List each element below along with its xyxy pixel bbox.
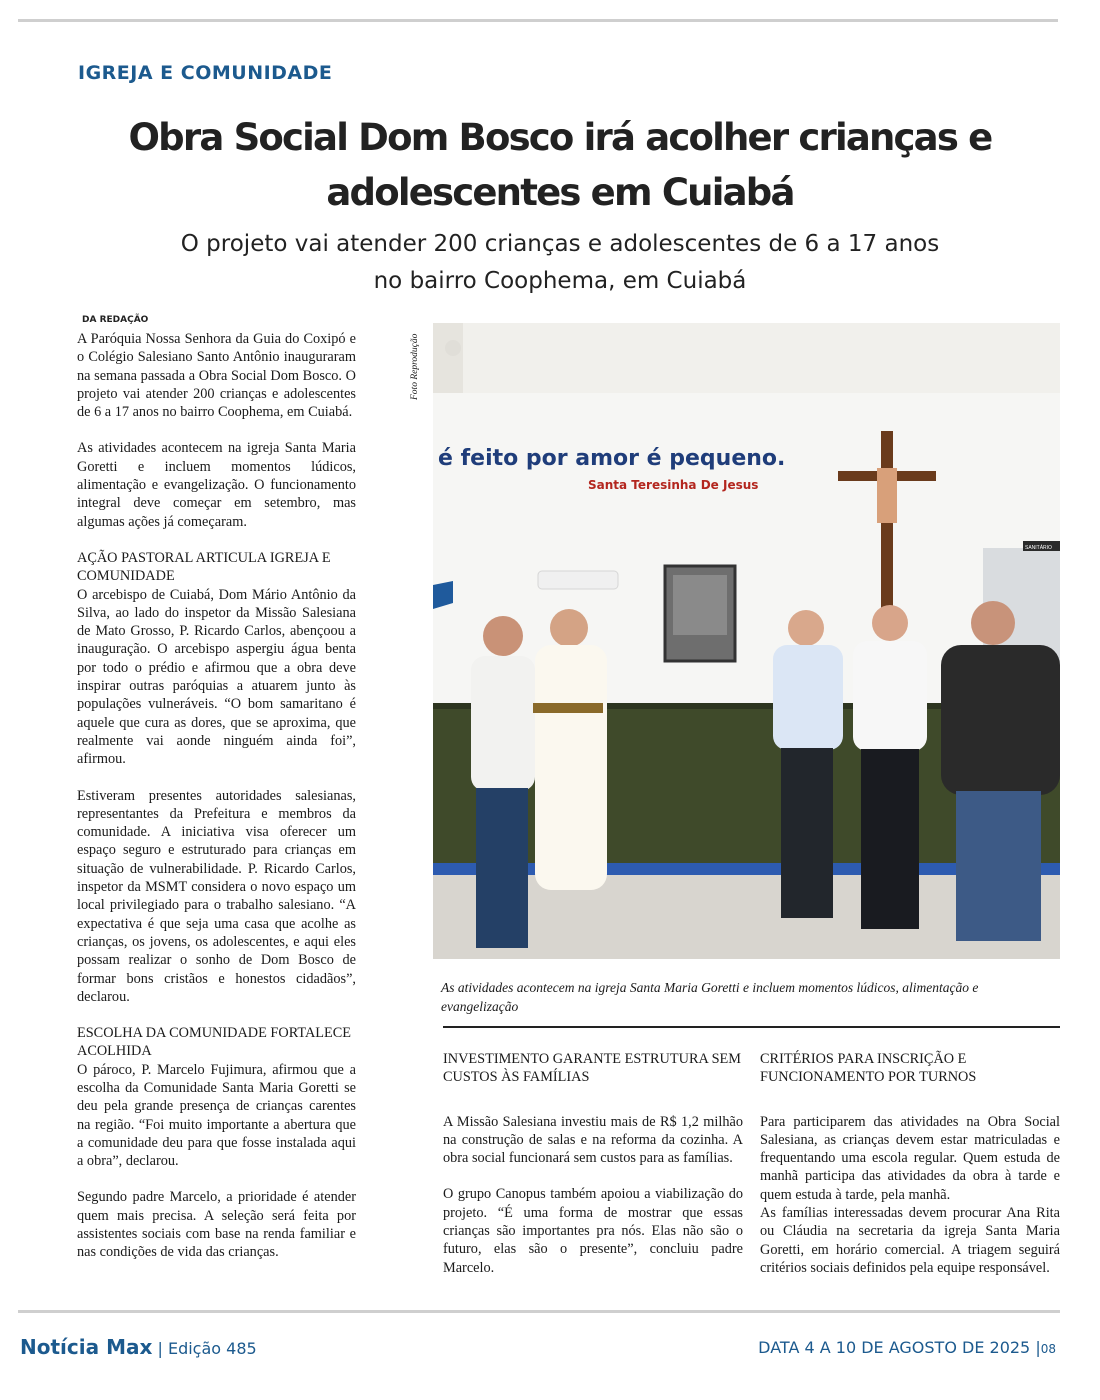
paragraph: A Missão Salesiana investiu mais de R$ 1,2 milhão na construção de salas e na reforma da cozinha. A obra social funcionará sem custos para as famílias. (443, 1113, 743, 1167)
paragraph: O grupo Canopus também apoiou a viabilização do projeto. “É uma forma de mostrar que essas crianças são importantes pra nós. Elas não são o futuro, elas são o presente”, concluiu padre Marcelo. (443, 1186, 743, 1276)
page-number: 08 (1040, 1342, 1056, 1356)
wall-signature: Santa Teresinha De Jesus (588, 478, 759, 492)
column-3 (760, 1050, 1060, 1295)
subheading: CRITÉRIOS PARA INSCRIÇÃO E FUNCIONAMENTO POR TURNOS (760, 1051, 977, 1086)
subheading: AÇÃO PASTORAL ARTICULA IGREJA E COMUNIDADE (77, 549, 331, 585)
photo-credit (405, 325, 427, 405)
paragraph: Estiveram presentes autoridades salesianas, representantes da Prefeitura e membros da comunidade. A iniciativa visa oferecer um espaço seguro e estruturado para crianças em situação de vulnerabilidade. P. Ricardo Carlos, inspetor da MSMT considera o novo espaço um local privilegiado para o trabalho salesiano. “A expectativa é que seja uma casa que acolhe as crianças, os jovens, os adolescentes, e aqui eles possam realizar o sonho de Dom Bosco de formar bons cristãos e honestos cidadãos”, declarou. (77, 787, 356, 1005)
footer-brand (20, 1335, 257, 1359)
person-center (773, 610, 843, 918)
person-left (471, 616, 535, 948)
paragraph: O pároco, P. Marcelo Fujimura, afirmou que a escolha da Comunidade Santa Maria Goretti se deu pela grande presença de crianças carentes na região. “Foi muito importante a abertura que a comunidade deu para que fosse instalada aqui a obra”, declarou. (77, 1061, 356, 1170)
paragraph: A Paróquia Nossa Senhora da Guia do Coxipó e o Colégio Salesiano Santo Antônio inauguraram na semana passada a Obra Social Dom Bosco. O projeto vai atender 200 crianças e adolescentes de 6 a 17 anos no bairro Coophema, em Cuiabá. (77, 331, 356, 421)
paragraph: Segundo padre Marcelo, a prioridade é atender quem mais precisa. A seleção será feita por assistentes sociais com base na renda familiar e nas condições de vida das crianças. (77, 1189, 356, 1261)
byline: DA REDAÇÃO (82, 315, 149, 325)
article-headline (60, 110, 1060, 220)
paragraph: Para participarem das atividades na Obra Social Salesiana, as crianças devem estar matriculadas e frequentando uma escola regular. Quem estuda de manhã participa das atividades da obra à tarde e quem estuda à tarde, pela manhã. (760, 1113, 1060, 1203)
article-subheadline (60, 226, 1060, 300)
section-label: IGREJA E COMUNIDADE (78, 62, 333, 84)
person-right-1 (853, 605, 927, 929)
article-photo (433, 323, 1060, 959)
headline-line-1: Obra Social Dom Bosco irá acolher crianças e (128, 116, 992, 159)
paragraph: O arcebispo de Cuiabá, Dom Mário Antônio da Silva, ao lado do inspetor da Missão Salesiana de Mato Grosso, P. Ricardo Carlos, abençoou a inauguração. O arcebispo aspergiu água benta por todo o prédio e afirmou que a obra deve inspirar outras paróquias a atuarem junto às populações vulneráveis. “O bom samaritano é aquele que cura as dores, que se aproxima, que realmente vai aonde ninguém ainda foi”, afirmou. (77, 586, 356, 768)
edition-number: Edição 485 (167, 1339, 257, 1358)
subhead-line-1: O projeto vai atender 200 crianças e adolescentes de 6 a 17 anos (180, 231, 940, 257)
column-2 (443, 1050, 743, 1295)
subheading: INVESTIMENTO GARANTE ESTRUTURA SEM CUSTOS ÀS FAMÍLIAS (443, 1051, 741, 1086)
caption-rule (443, 1026, 1060, 1028)
photo-illustration (433, 323, 1060, 959)
door-sign: SANITÁRIO (1025, 545, 1052, 551)
subheading: ESCOLHA DA COMUNIDADE FORTALECE ACOLHIDA (77, 1025, 352, 1060)
paragraph: As famílias interessadas devem procurar Ana Rita ou Cláudia na secretaria da igreja Santa Maria Goretti, em horário comercial. A triagem seguirá critérios sociais definidos pela equipe responsável. (760, 1205, 1060, 1276)
footer-separator: | (1035, 1338, 1041, 1357)
subhead-line-2: no bairro Coophema, em Cuiabá (373, 268, 747, 294)
footer-separator: | (157, 1339, 163, 1358)
headline-line-2: adolescentes em Cuiabá (326, 171, 794, 214)
column-1 (77, 330, 356, 1280)
wall-quote: é feito por amor é pequeno. (438, 446, 786, 471)
publication-name: Notícia Max (20, 1335, 153, 1359)
photo-caption: As atividades acontecem na igreja Santa Maria Goretti e incluem momentos lúdicos, alimentação e evangelização (441, 980, 979, 1014)
person-bishop (533, 609, 607, 890)
footer-date (758, 1338, 1056, 1357)
photo-credit-text: Foto Reprodução (410, 333, 420, 400)
bottom-rule (18, 1310, 1060, 1313)
top-rule (18, 19, 1058, 22)
paragraph: As atividades acontecem na igreja Santa Maria Goretti e incluem momentos lúdicos, alimentação e evangelização. O funcionamento integral deve começar em setembro, mas algumas ações já começaram. (77, 440, 356, 530)
issue-date: DATA 4 A 10 DE AGOSTO DE 2025 (758, 1338, 1031, 1357)
